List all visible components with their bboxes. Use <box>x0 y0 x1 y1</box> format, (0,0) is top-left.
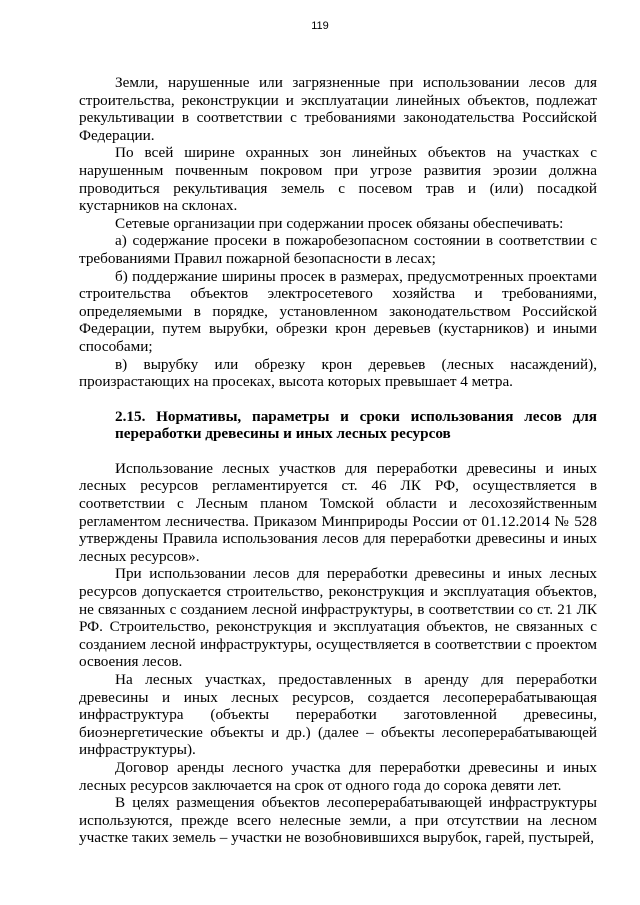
paragraph: В целях размещения объектов лесоперерабатывающей инфраструктуры используются, прежде всего нелесные земли, а при отсутствии на лесном участке таких земель – участки не возобновившихся вырубок, гарей, пустырей, <box>79 794 597 847</box>
paragraph: Земли, нарушенные или загрязненные при использовании лесов для строительства, реконструкции и эксплуатации линейных объектов, подлежат рекультивации в соответствии с требованиями законодательства Российской Федерации. <box>79 74 597 144</box>
section-heading <box>79 408 597 443</box>
list-item-a: а) содержание просеки в пожаробезопасном состоянии в соответствии с требованиями Правил пожарной безопасности в лесах; <box>79 232 597 267</box>
section-heading-text: 2.15. Нормативы, параметры и сроки использования лесов для переработки древесины и иных лесных ресурсов <box>115 407 597 443</box>
list-item-b: б) поддержание ширины просек в размерах, предусмотренных проектами строительства объектов электросетевого хозяйства и требованиями, определяемыми в порядке, установленном законодательством Российской Федерации, путем вырубки, обрезки крон деревьев (кустарников) и иными способами; <box>79 267 597 355</box>
paragraph: Сетевые организации при содержании просек обязаны обеспечивать: <box>115 214 564 232</box>
paragraph: При использовании лесов для переработки древесины и иных лесных ресурсов допускается строительство, реконструкция и эксплуатация объектов, не связанных с созданием лесной инфраструктуры, в соответствии со ст. 21 ЛК РФ. Строительство, реконструкция и эксплуатация объектов, не связанных с созданием лесной инфраструктуры, осуществляется в соответствии с проектом освоения лесов. <box>79 565 597 671</box>
page-content <box>79 74 597 847</box>
paragraph: Договор аренды лесного участка для переработки древесины и иных лесных ресурсов заключается на срок от одного года до сорока девяти лет. <box>79 758 597 794</box>
list-item-c: в) вырубку или обрезку крон деревьев (лесных насаждений), произрастающих на просеках, высота которых превышает 4 метра. <box>79 355 597 391</box>
paragraph: На лесных участках, предоставленных в аренду для переработки древесины и иных лесных ресурсов, создается лесоперерабатывающая инфраструктура (объекты переработки заготовленной древесины, биоэнергетические объекты и др.) (далее – объекты лесоперерабатывающей инфраструктуры). <box>79 671 597 759</box>
page-number: 119 <box>311 20 329 32</box>
paragraph: Использование лесных участков для переработки древесины и иных лесных ресурсов регламентируется ст. 46 ЛК РФ, осуществляется в соответствии с Лесным планом Томской области и лесохозяйственным регламентом лесничества. Приказом Минприроды России от 01.12.2014 № 528 утверждены Правила использования лесов для переработки древесины и иных лесных ресурсов». <box>79 459 597 565</box>
paragraph: По всей ширине охранных зон линейных объектов на участках с нарушенным почвенным покровом при угрозе развития эрозии должна проводиться рекультивация земель с посевом трав и (или) посадкой кустарников на склонах. <box>79 144 597 215</box>
